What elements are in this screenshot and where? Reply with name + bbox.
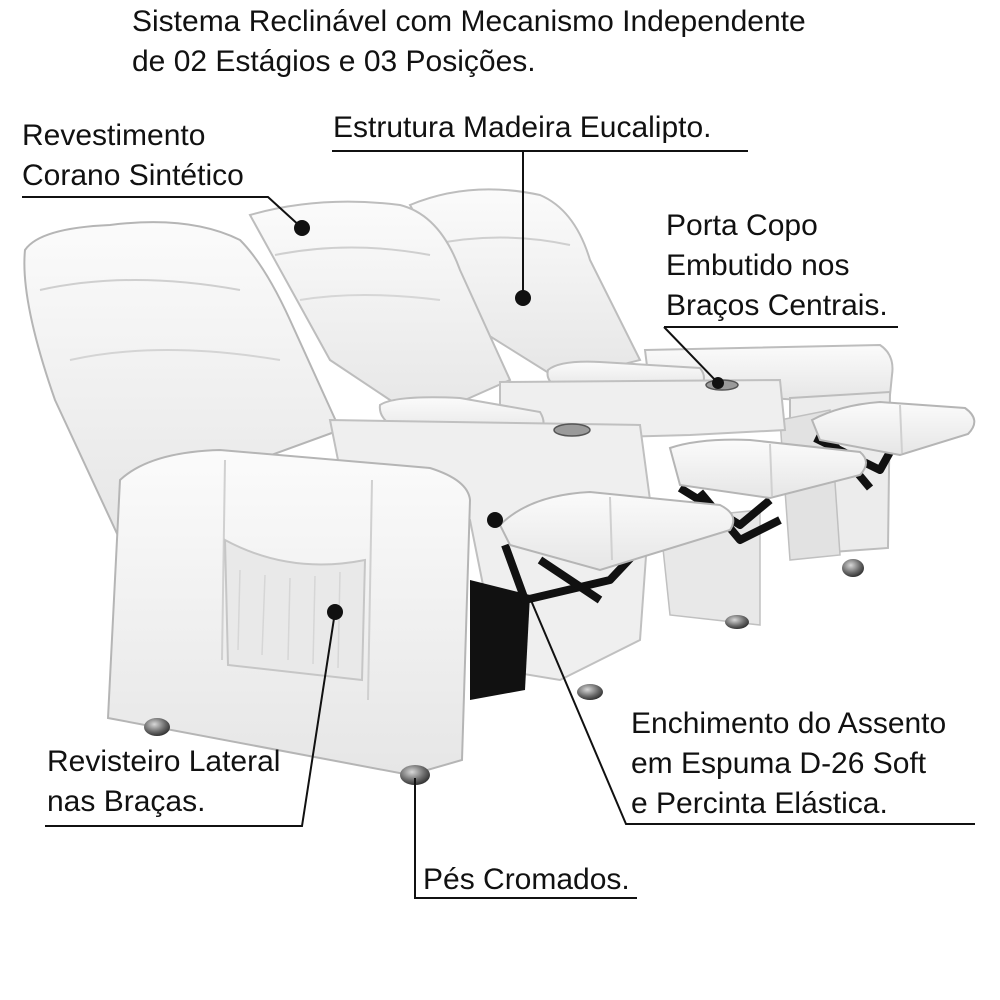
callout-revestimento-line1: Revestimento bbox=[22, 119, 206, 152]
callout-estrutura-line1: Estrutura Madeira Eucalipto. bbox=[333, 111, 712, 144]
callout-enchimento-line3: e Percinta Elástica. bbox=[631, 787, 888, 820]
chrome-foot bbox=[577, 684, 603, 700]
callout-porta-copo-line1: Porta Copo bbox=[666, 209, 818, 242]
callout-revestimento bbox=[22, 116, 244, 196]
headline-line2: de 02 Estágios e 03 Posições. bbox=[132, 45, 536, 78]
chrome-foot bbox=[842, 559, 864, 577]
chrome-foot bbox=[144, 718, 170, 736]
callout-porta-copo-line3: Braços Centrais. bbox=[666, 289, 888, 322]
callout-estrutura bbox=[333, 108, 712, 148]
callout-enchimento-line2: em Espuma D-26 Soft bbox=[631, 747, 927, 780]
callout-revisteiro-line2: nas Braças. bbox=[47, 785, 206, 818]
headline bbox=[132, 2, 892, 82]
callout-porta-copo bbox=[666, 206, 888, 326]
headline-line1: Sistema Reclinável com Mecanismo Independente bbox=[132, 5, 806, 38]
callout-revisteiro bbox=[47, 742, 280, 822]
callout-revisteiro-line1: Revisteiro Lateral bbox=[47, 745, 281, 778]
callout-enchimento bbox=[631, 704, 946, 824]
callout-pes-line1: Pés Cromados. bbox=[423, 863, 630, 896]
callout-enchimento-line1: Enchimento do Assento bbox=[631, 707, 947, 740]
callout-revestimento-line2: Corano Sintético bbox=[22, 159, 244, 192]
callout-pes bbox=[423, 860, 630, 900]
callout-porta-copo-line2: Embutido nos bbox=[666, 249, 850, 282]
